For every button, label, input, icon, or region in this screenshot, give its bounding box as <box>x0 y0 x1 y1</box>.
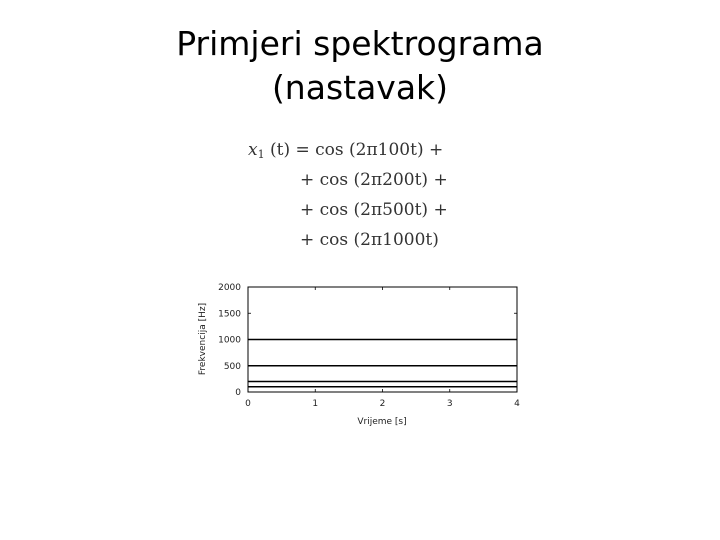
equation-term-2: + cos (2π200t) + <box>300 170 448 190</box>
x-tick-label: 2 <box>379 399 386 409</box>
equation-lhs-argument: (t) = <box>270 140 310 160</box>
equation-term-1: cos (2π100t) + <box>315 140 444 160</box>
slide-title-line-1: Primjeri spektrograma <box>176 24 544 63</box>
y-tick-label: 2000 <box>218 283 241 293</box>
slide-title <box>0 22 720 110</box>
y-tick-label: 500 <box>223 361 241 372</box>
equation-lhs: x <box>248 140 258 160</box>
equation-line-1 <box>248 140 443 165</box>
x-tick-label: 0 <box>245 399 251 409</box>
equation-term-3: + cos (2π500t) + <box>300 200 448 220</box>
equation-lhs-subscript: 1 <box>257 148 265 161</box>
y-axis-label: Frekvencija [Hz] <box>198 302 208 376</box>
slide-title-line-2: (nastavak) <box>271 68 449 107</box>
x-axis-label: Vrijeme [s] <box>357 417 407 427</box>
x-tick-label: 3 <box>446 399 453 409</box>
x-tick-label: 1 <box>312 399 319 409</box>
y-tick-label: 1000 <box>218 335 241 346</box>
series-layer <box>248 340 517 387</box>
y-tick-label: 0 <box>235 388 241 398</box>
y-tick-label: 1500 <box>218 309 241 320</box>
spectrogram-chart <box>190 275 530 435</box>
tick-layer <box>218 283 520 409</box>
x-tick-label: 4 <box>514 399 520 409</box>
equation-term-4: + cos (2π1000t) <box>300 230 439 250</box>
